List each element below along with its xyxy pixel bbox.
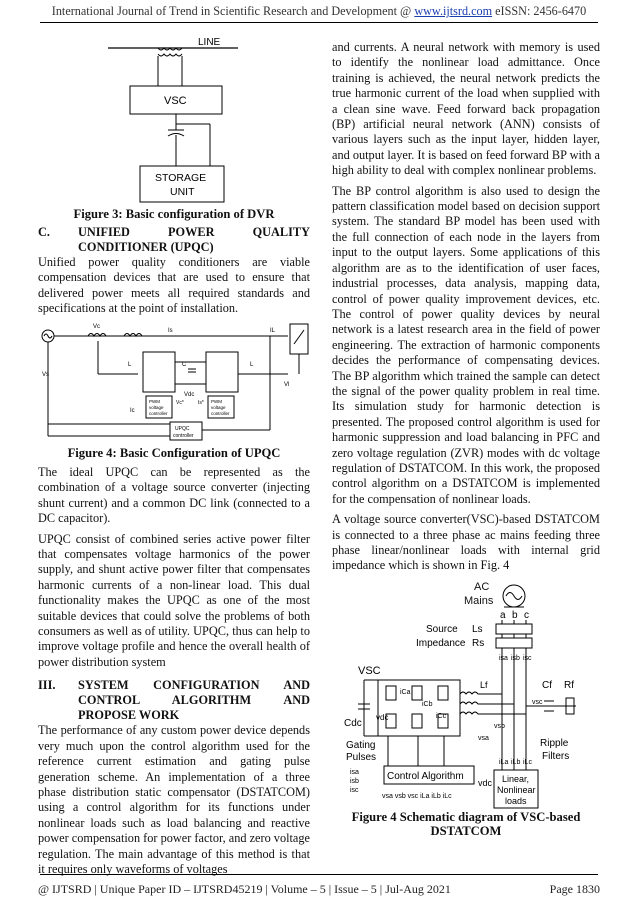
section-iii-title-line1: SYSTEM CONFIGURATION AND	[78, 678, 310, 693]
figure-4a-caption: Figure 4: Basic Configuration of UPQC	[67, 446, 281, 460]
upqc-pwm2-t2: voltage	[211, 405, 226, 410]
dst-source-label: Source	[426, 624, 458, 635]
page-footer	[38, 882, 600, 897]
right-paragraph-1: and currents. A neural network with memory is used to identify the nonlinear load admittance. Once training is achieved, the neural network predicts the true harmonic current of the load when supplied with a clean sine wave. Feed forward back propagation (BP) artificial neural network (ANN) consists of various layers such as the input layer, hidden layer, and output layer. It is based on feed forward BP with a high ability to deal with complex nonlinear problems.	[332, 40, 600, 178]
dst-cdc-label: Cdc	[344, 718, 362, 729]
figure-4-upqc-diagram	[38, 314, 310, 444]
section-iii-number: III.	[38, 678, 56, 693]
section-c-title-line2: CONDITIONER (UPQC)	[78, 240, 214, 254]
fig3-vsc-label: VSC	[164, 95, 187, 107]
dst-cf-label: Cf	[542, 680, 552, 691]
section-c-number: C.	[38, 225, 50, 239]
upqc-c-label: C	[182, 362, 187, 368]
dst-ilc-label: iLc	[523, 759, 532, 766]
upqc-ctrl-t2: controller	[173, 433, 194, 439]
upqc-vs-label: Vs	[42, 372, 50, 378]
dst-b-label: b	[512, 610, 518, 621]
upqc-pwm1-t1: PWM	[149, 399, 160, 404]
section-c-heading	[38, 225, 310, 240]
dst-ilb-label: iLb	[511, 759, 521, 766]
upqc-l-label-2: L	[250, 362, 254, 368]
page-number: Page 1830	[549, 882, 600, 896]
fig3-line-label: LINE	[198, 37, 221, 48]
upqc-vl-label: Vl	[284, 382, 290, 388]
dst-vsa-label: vsa	[478, 735, 489, 742]
journal-name: International Journal of Trend in Scientific Research and Development @	[51, 4, 412, 18]
dst-icc-label: iCc	[436, 713, 447, 720]
section-c-title-line1: UNIFIED POWER QUALITY	[78, 225, 310, 239]
running-header	[0, 4, 638, 19]
section-c-heading-line2	[38, 240, 310, 255]
dst-vdc-small-label: vdc	[376, 713, 389, 722]
figure-3-caption: Figure 3: Basic configuration of DVR	[73, 207, 275, 221]
dst-pulses-label: Pulses	[346, 752, 377, 763]
dst-vsc-v-label: vsc	[532, 699, 543, 706]
figure-4b-caption-line1: Figure 4 Schematic diagram of VSC-based	[351, 810, 581, 824]
dst-rs-label: Rs	[472, 638, 485, 649]
dst-isb-label: isb	[511, 655, 520, 662]
upqc-vstar-label: Vc*	[176, 400, 184, 406]
upqc-ist-label: Is*	[198, 400, 204, 406]
dst-ac-label: AC	[474, 581, 490, 593]
section-iii-heading	[38, 678, 310, 693]
dst-vdc-label: vdc	[478, 778, 493, 788]
upqc-vc-label: Vc	[93, 324, 101, 330]
dst-loads-label: loads	[505, 796, 527, 806]
dst-gating-label: Gating	[346, 740, 376, 751]
dst-ls-label: Ls	[472, 624, 483, 635]
section-iii-heading-line3	[38, 708, 310, 723]
section-iii-title-line2: CONTROL ALGORITHM AND	[78, 693, 310, 708]
right-paragraphs	[332, 40, 600, 579]
left-paragraphs	[38, 465, 310, 882]
dst-vsc-label: VSC	[358, 665, 381, 677]
figure-4b-caption-line2: DSTATCOM	[430, 824, 502, 838]
left-paragraph-2: UPQC consist of combined series active power filter that compensates voltage harmonics of the power supply, and shunt active power filter that compensates harmonic currents of a non-linear load. This dual functionality makes the UPQC as one of the most suitable devices that could solve the problems of both consumers as well as of utility. UPQC, thus can help to improve voltage profile and hence the overall health of power distribution system	[38, 531, 310, 669]
dst-filters-label: Filters	[542, 751, 570, 762]
dst-c-label: c	[524, 610, 529, 621]
dst-ctrl-isa: isa	[350, 769, 359, 776]
section-iii-heading-line2	[38, 693, 310, 708]
figure-4b-caption	[332, 810, 600, 838]
figure-3-dvr-diagram	[100, 34, 250, 206]
upqc-pwm2-t1: PWM	[211, 399, 222, 404]
dst-vsb-label: vsb	[494, 723, 505, 730]
footer-left: @ IJTSRD | Unique Paper ID – IJTSRD45219 | Volume – 5 | Issue – 5 | Jul-Aug 2021	[38, 882, 451, 896]
upqc-il-label: IL	[270, 328, 276, 334]
footer-rule	[40, 874, 598, 875]
dst-mains-label: Mains	[464, 595, 494, 607]
upqc-ctrl-t1: UPQC	[175, 426, 190, 432]
dst-impedance-label: Impedance	[416, 638, 466, 649]
dst-ica-label: iCa	[400, 689, 411, 696]
dst-rf-label: Rf	[564, 680, 574, 691]
upqc-vdc-label: Vdc	[184, 392, 195, 398]
section-c-paragraph: Unified power quality conditioners are viable compensation devices that are used to ensure that delivered power meets all required standards and specifications at the point of installation.	[38, 255, 310, 316]
dst-isa-label: isa	[499, 655, 508, 662]
dst-lf-label: Lf	[480, 680, 488, 690]
upqc-pwm1-t2: voltage	[149, 405, 164, 410]
dst-a-label: a	[500, 610, 506, 621]
dst-ctrl-isb: isb	[350, 778, 359, 785]
upqc-ic-label: Ic	[130, 408, 135, 414]
fig3-storage-line2: UNIT	[170, 186, 195, 198]
section-iii-title-line3: PROPOSE WORK	[78, 708, 180, 723]
dst-icb-label: iCb	[422, 701, 433, 708]
section-c	[38, 225, 310, 322]
dst-isc-label: isc	[523, 655, 532, 662]
journal-url-link[interactable]: www.ijtsrd.com	[414, 4, 493, 18]
dst-linear-label: Linear,	[502, 774, 530, 784]
right-paragraph-3: A voltage source converter(VSC)-based DSTATCOM is connected to a three phase ac mains feeding three phase linear/nonlinear loads with internal grid impedance which is shown in Fig. 4	[332, 512, 600, 573]
left-paragraph-1: The ideal UPQC can be represented as the combination of a voltage source converter (injecting shunt current) and a common DC link (connected to a DC capacitor).	[38, 465, 310, 526]
right-paragraph-2: The BP control algorithm is also used to design the pattern classification model based on decision support system. The standard BP model has been used with the full connection of each node in the layers from input to the output layers. Some applications of this algorithm are as to the identification of user faces, industrial processes, data analysis, mapping data, control of power quality improvement devices, etc. The control of power quality devices by neural network is a latest research area in the field of power engineering. The extraction of harmonic components decides the performance of compensating devices. The BP algorithm which trained the sample can detect the signal of the power quality problem in real time. Its simulation study for harmonic detection is presented. The proposed control algorithm is used for harmonic suppression and load balancing in PFC and zero voltage regulation (ZVR) modes with dc voltage regulation of DSTATCOM. In this work, the proposed control algorithm on a DSTATCOM is implemented for the compensation of nonlinear loads.	[332, 183, 600, 506]
upqc-pwm1-t3: controller	[149, 411, 168, 416]
dst-nonlinear-label: Nonlinear	[497, 785, 536, 795]
dst-ctrl-inputs: vsa vsb vsc iLa iLb iLc	[382, 793, 452, 800]
figure-4-dstatcom-schematic	[344, 576, 588, 812]
dst-ctrl-isc: isc	[350, 787, 359, 794]
upqc-l-label-1: L	[128, 362, 132, 368]
dst-ripple-label: Ripple	[540, 738, 569, 749]
section-iii-paragraph: The performance of any custom power device depends very much upon the control algorithm used for the reference current estimation and gating pulse generation scheme. An implementation of a three phase distribution static compensator (DSTATCOM) using a control algorithm for its functions under nonlinear loads such as load balancing and reactive power compensation for power factor, and zero voltage regulation. The main advantage of this method is that it requires only waveforms of voltages	[38, 723, 310, 876]
dst-control-algorithm-label: Control Algorithm	[387, 771, 464, 782]
dst-ila-label: iLa	[499, 759, 509, 766]
header-rule	[40, 22, 598, 23]
fig3-storage-line1: STORAGE	[155, 172, 207, 184]
issn: eISSN: 2456-6470	[495, 4, 587, 18]
upqc-is-label: Is	[168, 328, 173, 334]
upqc-pwm2-t3: controller	[211, 411, 230, 416]
